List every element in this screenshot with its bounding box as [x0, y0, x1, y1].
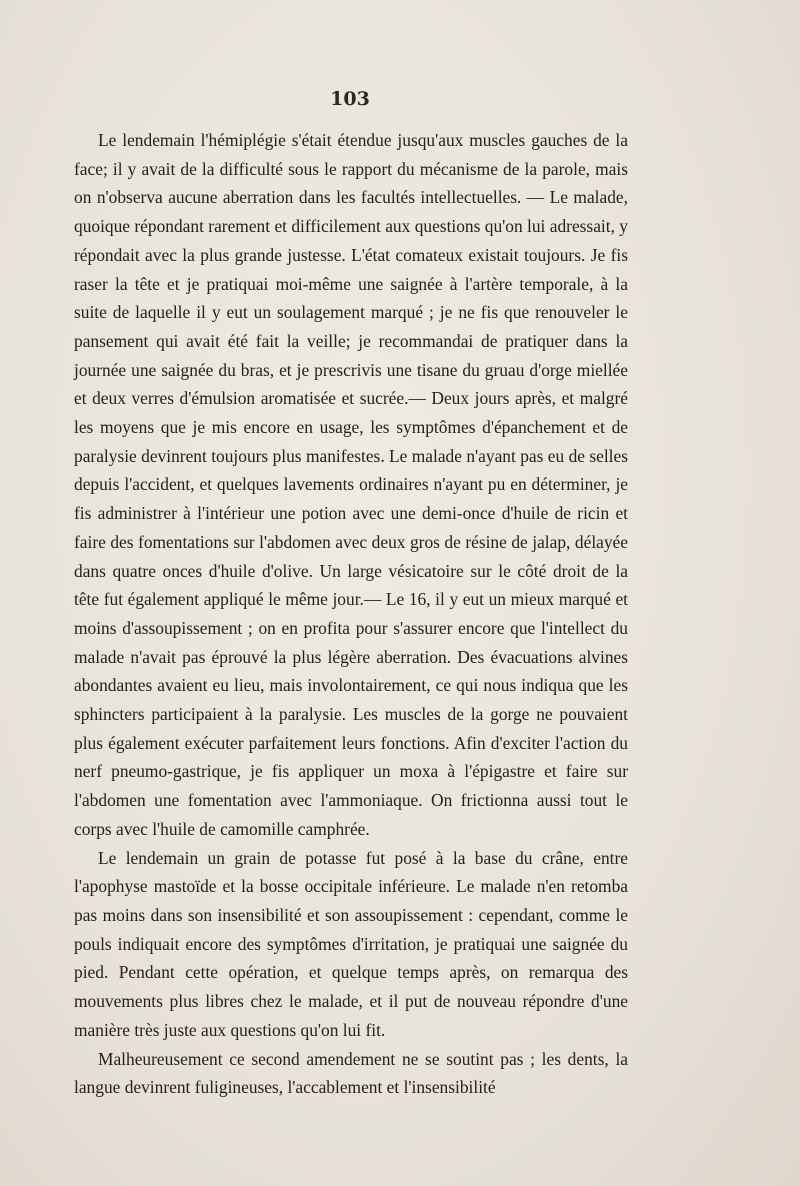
paragraph-3: Malheureusement ce second amendement ne se soutint pas ; les dents, la langue devinrent fuligineuses, l'accablement et l'insensibilité [74, 1048, 628, 1098]
page-number: 103 [330, 88, 370, 110]
paragraph-2: Le lendemain un grain de potasse fut posé à la base du crâne, entre l'apophyse mastoïde et la bosse occipitale inférieure. Le malade n'en retomba pas moins dans son insensibilité et son assoupissement : cependant, comme le pouls indiquait encore des symptômes d'irritation, je pratiquai une saignée du pied. Pendant cette opération, et quelque temps après, on remarqua des mouvements plus libres chez le malade, et il put de nouveau répondre d'une manière très juste aux questions qu'on lui fit. [74, 847, 628, 1040]
body-text [74, 126, 628, 1102]
paragraph-1: Le lendemain l'hémiplégie s'était étendue jusqu'aux muscles gauches de la face; il y avait de la difficulté sous le rapport du mécanisme de la parole, mais on n'observa aucune aberration dans les facultés intellectuelles. — Le malade, quoique répondant rarement et difficilement aux questions qu'on lui adressait, y répondait avec la plus grande justesse. L'état comateux existait toujours. Je fis raser la tête et je pratiquai moi-même une saignée à l'artère temporale, à la suite de laquelle il y eut un soulagement marqué ; je ne fis que renouveler le pansement qui avait été fait la veille; je recommandai de pratiquer dans la journée une saignée du bras, et je prescrivis une tisane du gruau d'orge miellée et deux verres d'émulsion aromatisée et sucrée.— Deux jours après, et malgré les moyens que je mis encore en usage, les symptômes d'épanchement et de paralysie devinrent toujours plus manifestes. Le malade n'ayant pas eu de selles depuis l'accident, et quelques lavements ordinaires n'ayant pu en déterminer, je fis administrer à l'intérieur une potion avec une demi-once d'huile de ricin et faire des fomentations sur l'abdomen avec deux gros de résine de jalap, délayée dans quatre onces d'huile d'olive. Un large vésicatoire sur le côté droit de la tête fut également appliqué le même jour.— Le 16, il y eut un mieux marqué et moins d'assoupissement ; on en profita pour s'assurer encore que l'intellect du malade n'avait pas éprouvé la plus légère aberration. Des évacuations alvines abondantes avaient eu lieu, mais involontairement, ce qui nous indiqua que les sphincters participaient à la paralysie. Les muscles de la gorge ne pouvaient plus également exécuter parfaitement leurs fonctions. Afin d'exciter l'action du nerf pneumo-gastrique, je fis appliquer un moxa à l'épigastre et faire sur l'abdomen une fomentation avec l'ammoniaque. On frictionna aussi tout le corps avec l'huile de camomille camphrée. [74, 130, 628, 839]
